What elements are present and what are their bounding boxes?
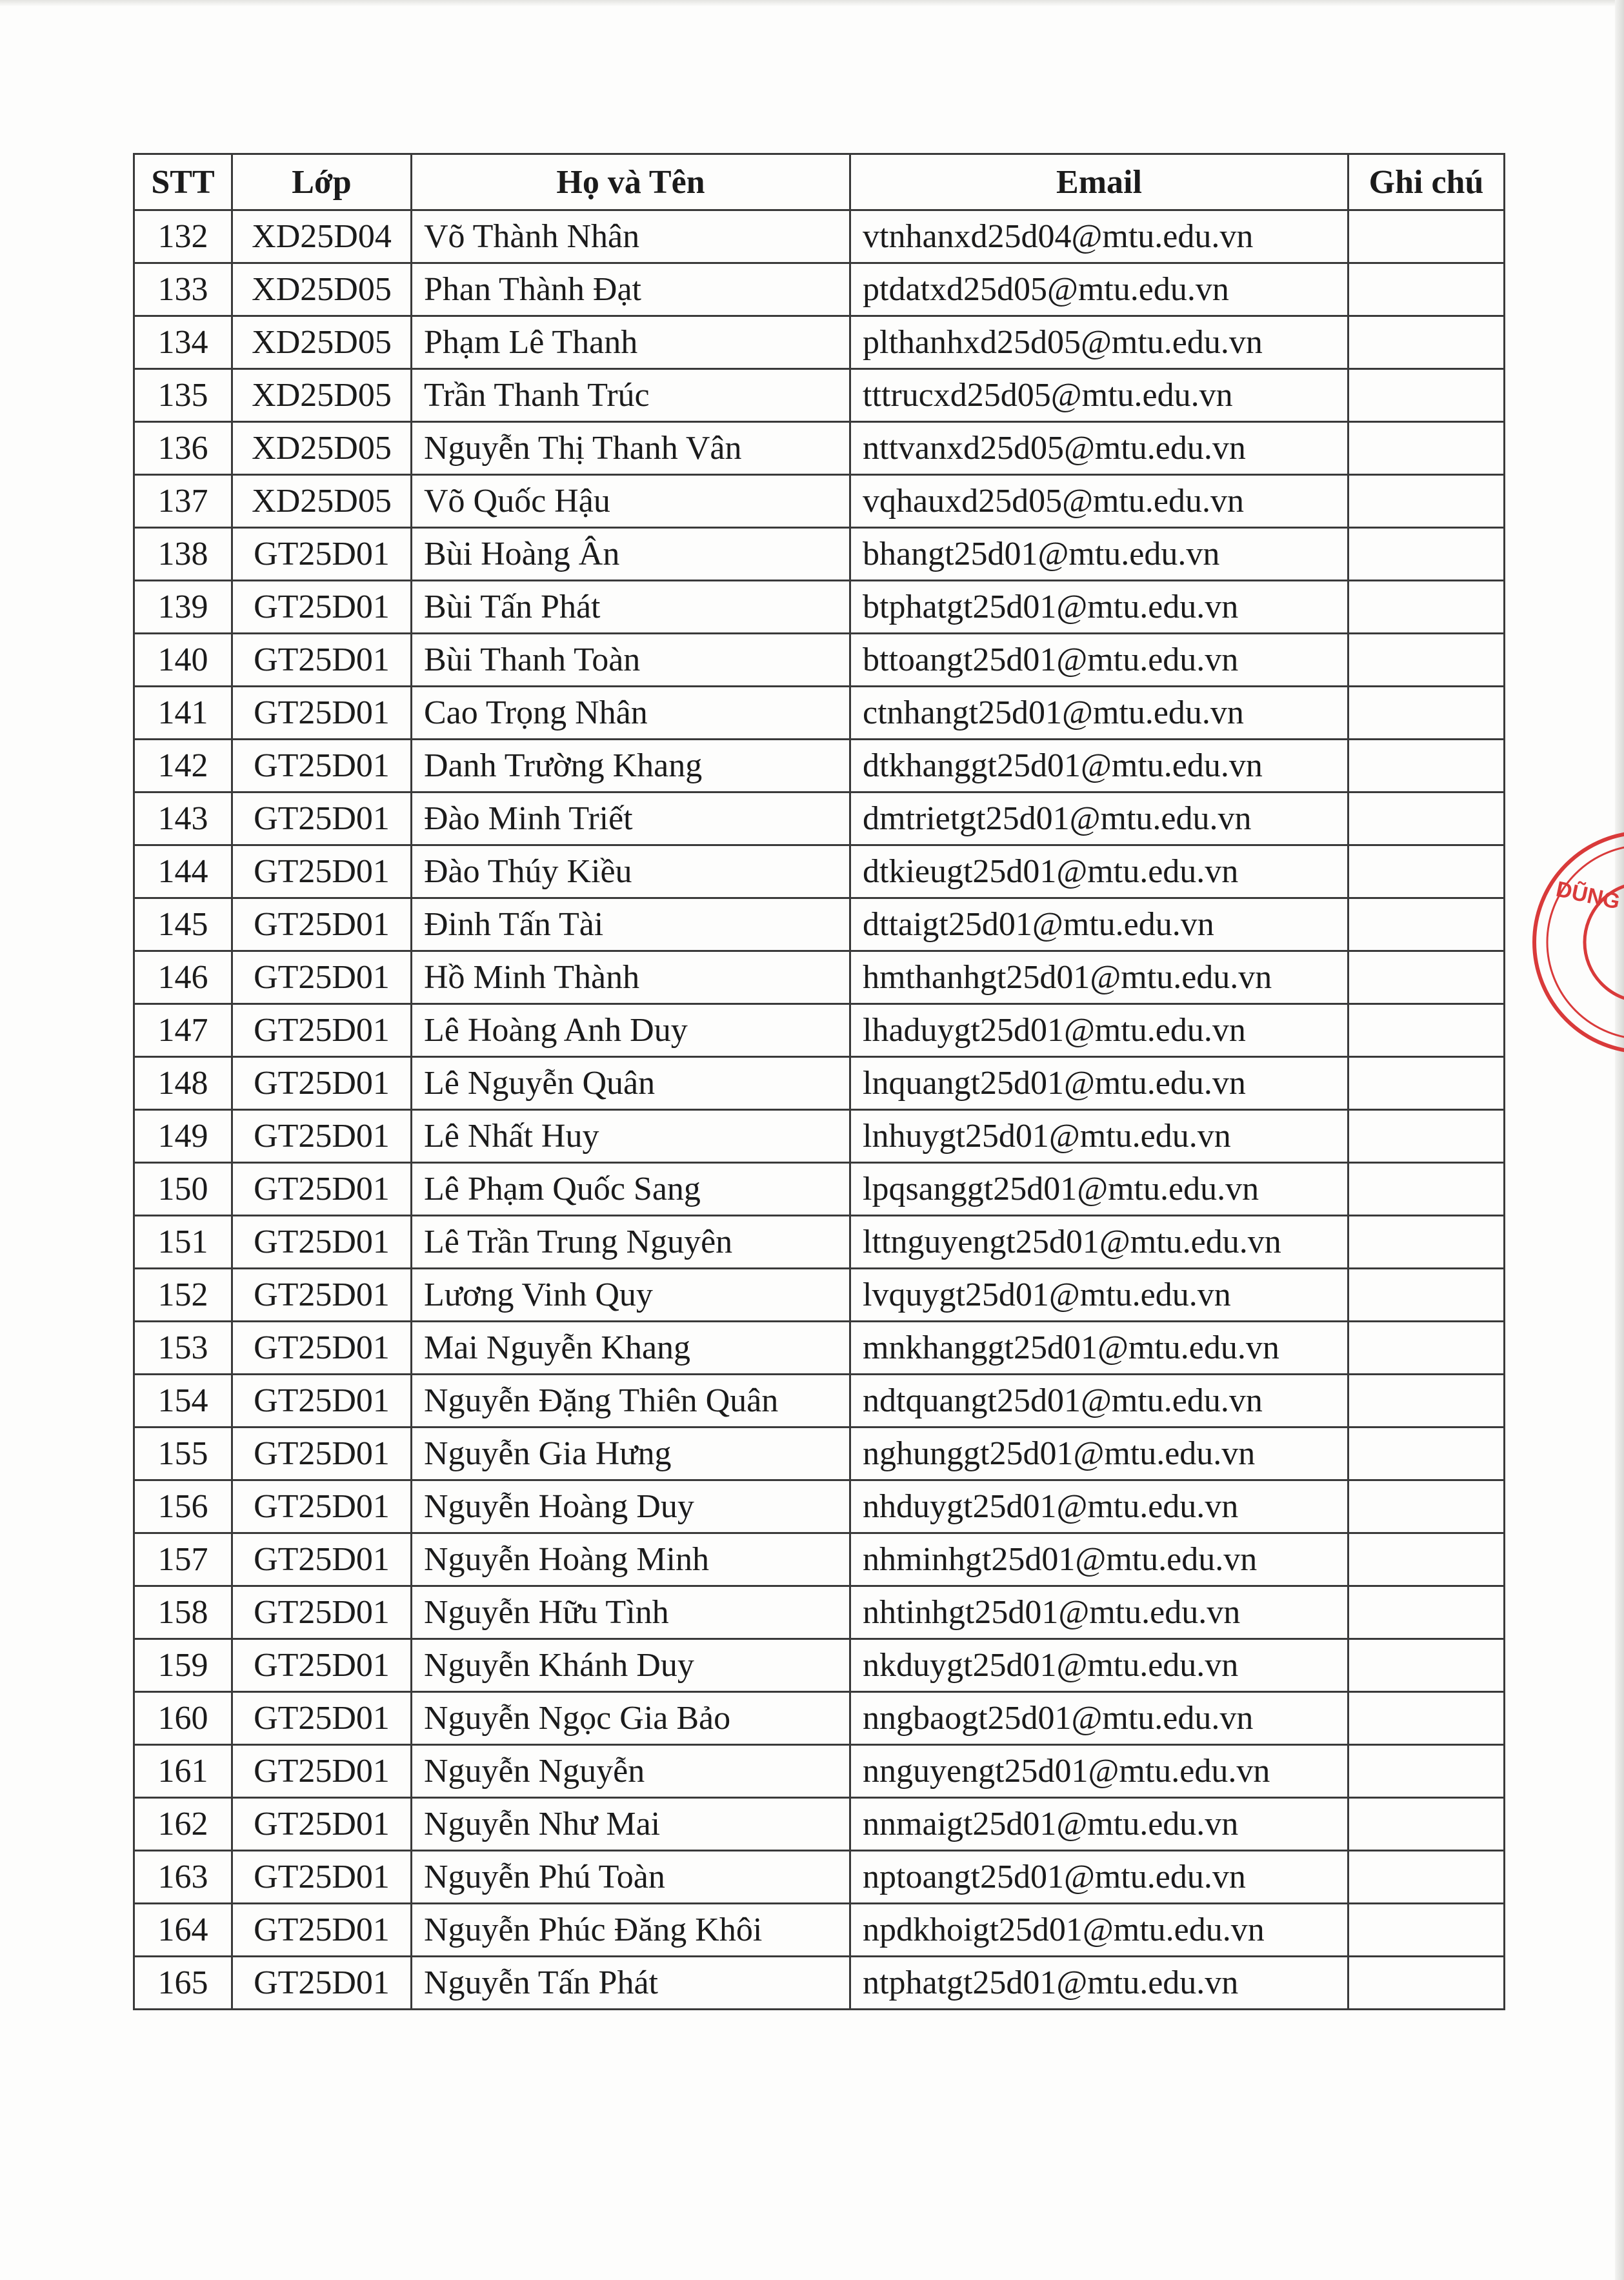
table-row (134, 369, 1505, 422)
table-row (134, 634, 1505, 687)
table-row (134, 1904, 1505, 1957)
row-stt: 142 (134, 740, 232, 792)
row-note (1348, 1057, 1505, 1110)
row-note (1348, 1851, 1505, 1904)
table-row (134, 263, 1505, 316)
row-email: nptoangt25d01@mtu.edu.vn (850, 1851, 1348, 1904)
row-email: tttrucxd25d05@mtu.edu.vn (850, 369, 1348, 422)
row-note (1348, 1375, 1505, 1428)
table-row (134, 1586, 1505, 1639)
row-email: npdkhoigt25d01@mtu.edu.vn (850, 1904, 1348, 1957)
table-row (134, 845, 1505, 898)
row-stt: 141 (134, 687, 232, 740)
red-seal-stamp (1496, 820, 1624, 1065)
row-full-name: Nguyễn Phúc Đăng Khôi (412, 1904, 850, 1957)
row-class: GT25D01 (232, 634, 412, 687)
row-email: bttoangt25d01@mtu.edu.vn (850, 634, 1348, 687)
row-class: GT25D01 (232, 845, 412, 898)
row-full-name: Bùi Tấn Phát (412, 581, 850, 634)
row-class: GT25D01 (232, 1375, 412, 1428)
row-full-name: Nguyễn Phú Toàn (412, 1851, 850, 1904)
header-class: Lớp (232, 154, 412, 210)
row-note (1348, 369, 1505, 422)
header-row (134, 154, 1505, 210)
row-stt: 158 (134, 1586, 232, 1639)
row-email: lvquygt25d01@mtu.edu.vn (850, 1269, 1348, 1322)
row-email: hmthanhgt25d01@mtu.edu.vn (850, 951, 1348, 1004)
row-stt: 136 (134, 422, 232, 475)
row-full-name: Lương Vinh Quy (412, 1269, 850, 1322)
row-note (1348, 581, 1505, 634)
row-stt: 152 (134, 1269, 232, 1322)
row-note (1348, 1586, 1505, 1639)
row-email: dttaigt25d01@mtu.edu.vn (850, 898, 1348, 951)
header-stt: STT (134, 154, 232, 210)
table-row (134, 316, 1505, 369)
table-row (134, 1057, 1505, 1110)
row-full-name: Lê Trần Trung Nguyên (412, 1216, 850, 1269)
table-row (134, 1480, 1505, 1533)
header-note: Ghi chú (1348, 154, 1505, 210)
row-note (1348, 792, 1505, 845)
row-stt: 151 (134, 1216, 232, 1269)
row-full-name: Bùi Thanh Toàn (412, 634, 850, 687)
row-note (1348, 740, 1505, 792)
row-email: dtkhanggt25d01@mtu.edu.vn (850, 740, 1348, 792)
row-stt: 133 (134, 263, 232, 316)
row-note (1348, 1322, 1505, 1375)
row-full-name: Trần Thanh Trúc (412, 369, 850, 422)
row-full-name: Nguyễn Tấn Phát (412, 1957, 850, 2010)
table-row (134, 1533, 1505, 1586)
row-note (1348, 634, 1505, 687)
row-full-name: Nguyễn Nguyễn (412, 1745, 850, 1798)
table-row (134, 1798, 1505, 1851)
row-email: btphatgt25d01@mtu.edu.vn (850, 581, 1348, 634)
row-email: ctnhangt25d01@mtu.edu.vn (850, 687, 1348, 740)
row-note (1348, 1269, 1505, 1322)
row-note (1348, 1533, 1505, 1586)
seal-text: DŨNG (1554, 876, 1623, 914)
row-stt: 148 (134, 1057, 232, 1110)
table-row (134, 1957, 1505, 2010)
row-email: nhminhgt25d01@mtu.edu.vn (850, 1533, 1348, 1586)
row-note (1348, 1692, 1505, 1745)
row-class: XD25D05 (232, 263, 412, 316)
row-note (1348, 898, 1505, 951)
row-note (1348, 1480, 1505, 1533)
row-class: GT25D01 (232, 1004, 412, 1057)
table-row (134, 1428, 1505, 1480)
row-note (1348, 1904, 1505, 1957)
row-class: XD25D04 (232, 210, 412, 263)
row-email: nhduygt25d01@mtu.edu.vn (850, 1480, 1348, 1533)
row-stt: 138 (134, 528, 232, 581)
row-full-name: Võ Quốc Hậu (412, 475, 850, 528)
row-class: GT25D01 (232, 1639, 412, 1692)
table-row (134, 1745, 1505, 1798)
student-email-table (133, 153, 1505, 2010)
row-full-name: Nguyễn Như Mai (412, 1798, 850, 1851)
table-row (134, 528, 1505, 581)
row-full-name: Nguyễn Hữu Tình (412, 1586, 850, 1639)
row-email: nnguyengt25d01@mtu.edu.vn (850, 1745, 1348, 1798)
row-full-name: Phan Thành Đạt (412, 263, 850, 316)
row-full-name: Nguyễn Gia Hưng (412, 1428, 850, 1480)
row-stt: 146 (134, 951, 232, 1004)
row-class: GT25D01 (232, 792, 412, 845)
row-class: GT25D01 (232, 1798, 412, 1851)
row-stt: 155 (134, 1428, 232, 1480)
row-class: GT25D01 (232, 1904, 412, 1957)
table-row (134, 1639, 1505, 1692)
row-full-name: Hồ Minh Thành (412, 951, 850, 1004)
row-stt: 162 (134, 1798, 232, 1851)
row-note (1348, 1216, 1505, 1269)
row-note (1348, 845, 1505, 898)
row-class: GT25D01 (232, 687, 412, 740)
row-class: XD25D05 (232, 475, 412, 528)
table-row (134, 1163, 1505, 1216)
row-note (1348, 1745, 1505, 1798)
header-full-name: Họ và Tên (412, 154, 850, 210)
row-email: nnmaigt25d01@mtu.edu.vn (850, 1798, 1348, 1851)
row-email: lnquangt25d01@mtu.edu.vn (850, 1057, 1348, 1110)
row-full-name: Võ Thành Nhân (412, 210, 850, 263)
row-stt: 156 (134, 1480, 232, 1533)
row-full-name: Cao Trọng Nhân (412, 687, 850, 740)
table-row (134, 1375, 1505, 1428)
row-note (1348, 1428, 1505, 1480)
row-class: GT25D01 (232, 1586, 412, 1639)
table-row (134, 422, 1505, 475)
row-email: nngbaogt25d01@mtu.edu.vn (850, 1692, 1348, 1745)
row-email: bhangt25d01@mtu.edu.vn (850, 528, 1348, 581)
row-class: GT25D01 (232, 1163, 412, 1216)
row-class: XD25D05 (232, 316, 412, 369)
table-row (134, 951, 1505, 1004)
row-email: nghunggt25d01@mtu.edu.vn (850, 1428, 1348, 1480)
row-email: plthanhxd25d05@mtu.edu.vn (850, 316, 1348, 369)
row-stt: 145 (134, 898, 232, 951)
row-full-name: Nguyễn Thị Thanh Vân (412, 422, 850, 475)
row-class: GT25D01 (232, 951, 412, 1004)
row-stt: 143 (134, 792, 232, 845)
table-row (134, 1692, 1505, 1745)
row-note (1348, 210, 1505, 263)
row-class: GT25D01 (232, 528, 412, 581)
row-stt: 153 (134, 1322, 232, 1375)
row-email: mnkhanggt25d01@mtu.edu.vn (850, 1322, 1348, 1375)
row-email: lnhuygt25d01@mtu.edu.vn (850, 1110, 1348, 1163)
table-row (134, 1851, 1505, 1904)
row-stt: 132 (134, 210, 232, 263)
row-class: GT25D01 (232, 1428, 412, 1480)
row-stt: 154 (134, 1375, 232, 1428)
row-class: GT25D01 (232, 898, 412, 951)
row-full-name: Đinh Tấn Tài (412, 898, 850, 951)
row-email: dmtrietgt25d01@mtu.edu.vn (850, 792, 1348, 845)
row-stt: 140 (134, 634, 232, 687)
row-full-name: Đào Thúy Kiều (412, 845, 850, 898)
row-full-name: Nguyễn Hoàng Minh (412, 1533, 850, 1586)
row-stt: 144 (134, 845, 232, 898)
table-row (134, 1110, 1505, 1163)
row-class: GT25D01 (232, 1957, 412, 2010)
row-full-name: Nguyễn Khánh Duy (412, 1639, 850, 1692)
row-full-name: Mai Nguyễn Khang (412, 1322, 850, 1375)
row-email: nhtinhgt25d01@mtu.edu.vn (850, 1586, 1348, 1639)
row-note (1348, 1957, 1505, 2010)
row-full-name: Nguyễn Ngọc Gia Bảo (412, 1692, 850, 1745)
table-body (134, 210, 1505, 2010)
row-stt: 160 (134, 1692, 232, 1745)
table-row (134, 792, 1505, 845)
row-email: vqhauxd25d05@mtu.edu.vn (850, 475, 1348, 528)
row-stt: 147 (134, 1004, 232, 1057)
row-stt: 159 (134, 1639, 232, 1692)
row-full-name: Lê Phạm Quốc Sang (412, 1163, 850, 1216)
scan-edge-right (1615, 0, 1624, 2280)
row-class: XD25D05 (232, 369, 412, 422)
row-full-name: Danh Trường Khang (412, 740, 850, 792)
row-full-name: Nguyễn Đặng Thiên Quân (412, 1375, 850, 1428)
row-stt: 149 (134, 1110, 232, 1163)
scan-edge-top (0, 0, 1624, 6)
table-row (134, 687, 1505, 740)
row-full-name: Nguyễn Hoàng Duy (412, 1480, 850, 1533)
row-class: GT25D01 (232, 1110, 412, 1163)
row-class: GT25D01 (232, 1745, 412, 1798)
table-header (134, 154, 1505, 210)
row-email: ntphatgt25d01@mtu.edu.vn (850, 1957, 1348, 2010)
row-stt: 161 (134, 1745, 232, 1798)
table-row (134, 1216, 1505, 1269)
row-note (1348, 1798, 1505, 1851)
row-stt: 164 (134, 1904, 232, 1957)
row-note (1348, 528, 1505, 581)
table-row (134, 1004, 1505, 1057)
row-stt: 150 (134, 1163, 232, 1216)
row-note (1348, 1004, 1505, 1057)
header-email: Email (850, 154, 1348, 210)
row-stt: 135 (134, 369, 232, 422)
row-class: GT25D01 (232, 1533, 412, 1586)
row-note (1348, 263, 1505, 316)
row-note (1348, 951, 1505, 1004)
row-stt: 165 (134, 1957, 232, 2010)
table-row (134, 898, 1505, 951)
row-stt: 163 (134, 1851, 232, 1904)
row-note (1348, 422, 1505, 475)
row-stt: 139 (134, 581, 232, 634)
row-email: lhaduygt25d01@mtu.edu.vn (850, 1004, 1348, 1057)
row-full-name: Lê Nguyễn Quân (412, 1057, 850, 1110)
row-class: XD25D05 (232, 422, 412, 475)
row-email: nttvanxd25d05@mtu.edu.vn (850, 422, 1348, 475)
table-row (134, 1269, 1505, 1322)
row-class: GT25D01 (232, 1216, 412, 1269)
row-stt: 134 (134, 316, 232, 369)
row-email: lttnguyengt25d01@mtu.edu.vn (850, 1216, 1348, 1269)
row-class: GT25D01 (232, 1692, 412, 1745)
row-stt: 157 (134, 1533, 232, 1586)
row-full-name: Lê Nhất Huy (412, 1110, 850, 1163)
row-note (1348, 1639, 1505, 1692)
row-email: lpqsanggt25d01@mtu.edu.vn (850, 1163, 1348, 1216)
row-email: ptdatxd25d05@mtu.edu.vn (850, 263, 1348, 316)
row-note (1348, 1163, 1505, 1216)
row-email: nkduygt25d01@mtu.edu.vn (850, 1639, 1348, 1692)
row-stt: 137 (134, 475, 232, 528)
row-full-name: Phạm Lê Thanh (412, 316, 850, 369)
table-row (134, 1322, 1505, 1375)
row-full-name: Đào Minh Triết (412, 792, 850, 845)
row-email: vtnhanxd25d04@mtu.edu.vn (850, 210, 1348, 263)
table-row (134, 581, 1505, 634)
row-note (1348, 316, 1505, 369)
row-email: dtkieugt25d01@mtu.edu.vn (850, 845, 1348, 898)
row-class: GT25D01 (232, 740, 412, 792)
table-row (134, 740, 1505, 792)
row-full-name: Lê Hoàng Anh Duy (412, 1004, 850, 1057)
table-row (134, 210, 1505, 263)
row-full-name: Bùi Hoàng Ân (412, 528, 850, 581)
row-email: ndtquangt25d01@mtu.edu.vn (850, 1375, 1348, 1428)
row-class: GT25D01 (232, 1480, 412, 1533)
row-class: GT25D01 (232, 1269, 412, 1322)
row-class: GT25D01 (232, 1322, 412, 1375)
row-note (1348, 687, 1505, 740)
row-note (1348, 475, 1505, 528)
row-class: GT25D01 (232, 581, 412, 634)
table-row (134, 475, 1505, 528)
row-class: GT25D01 (232, 1057, 412, 1110)
row-class: GT25D01 (232, 1851, 412, 1904)
row-note (1348, 1110, 1505, 1163)
